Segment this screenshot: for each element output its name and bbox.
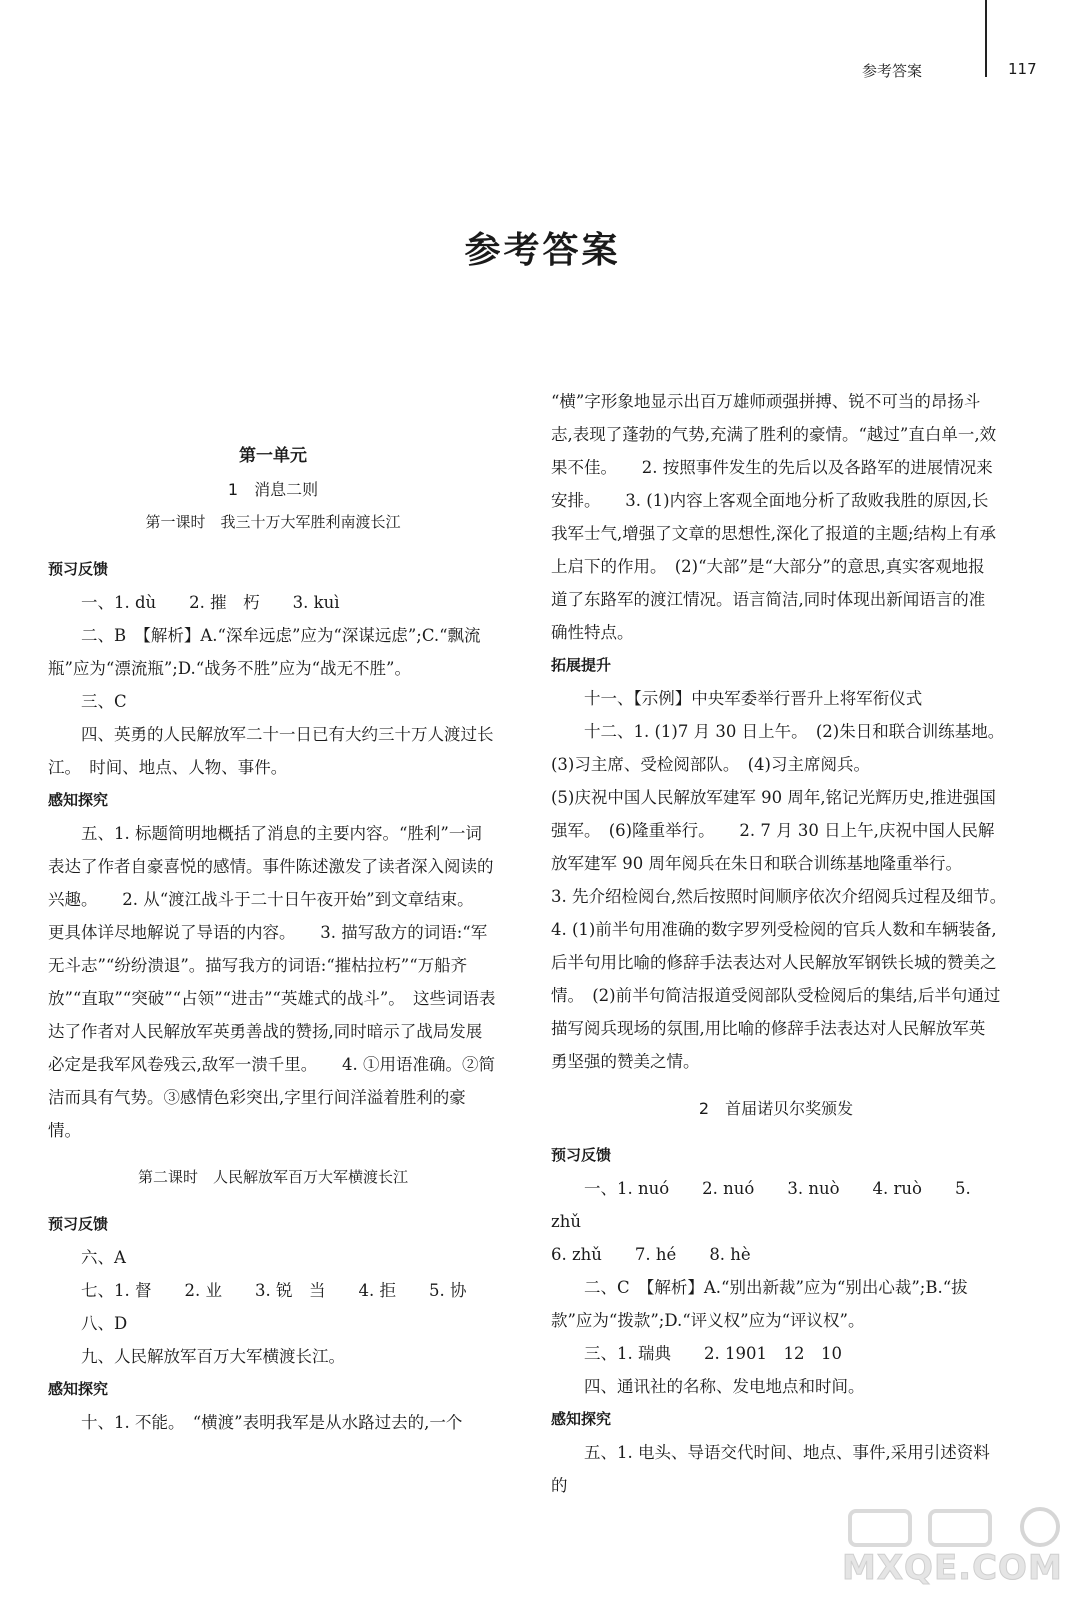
section-heading: 预习反馈: [551, 1146, 612, 1164]
header-divider: [985, 0, 987, 77]
lesson-heading: 1 消息二则: [227, 480, 319, 499]
answer-paragraph: 六、A: [81, 1248, 126, 1267]
answer-paragraph: 二、B 【解析】A.“深牟远虑”应为“深谋远虑”;C.“飘流瓶”应为“漂流瓶”;D.“战务不胜”应为“战无不胜”。: [48, 626, 481, 678]
section-heading: 感知探究: [48, 791, 109, 809]
answer-paragraph: 三、C: [81, 692, 127, 711]
answer-paragraph: “横”字形象地显示出百万雄师顽强拼搏、锐不可当的昂扬斗志,表现了蓬勃的气势,充满了胜利的豪情。“越过”直白单一,效果不佳。 2. 按照事件发生的先后以及各路军的进展情况来安排。 3. (1)内容上客观全面地分析了敌败我胜的原因,长我军士气,增强了文章的思想性,深化了报道的主题;结构上有承上启下的作用。 (2)“大部”是“大部分”的意思,真实客观地报道了东路军的渡江情况。语言简洁,同时体现出新闻语言的准确性特点。: [551, 392, 997, 642]
answer-paragraph: 一、1. dù 2. 摧 朽 3. kuì: [81, 593, 340, 612]
answer-paragraph: 九、人民解放军百万大军横渡长江。: [81, 1347, 345, 1366]
answer-paragraph: 八、D: [81, 1314, 128, 1333]
section-heading: 拓展提升: [551, 656, 612, 674]
answer-paragraph: 一、1. nuó 2. nuó 3. nuò 4. ruò 5. zhǔ: [551, 1179, 971, 1231]
answer-paragraph: 五、1. 标题简明地概括了消息的主要内容。“胜利”一词表达了作者自豪喜悦的感情。事件陈述激发了读者深入阅读的兴趣。 2. 从“渡江战斗于二十日午夜开始”到文章结束。 更具体详尽地解说了导语的内容。 3. 描写敌方的词语:“军无斗志”“纷纷溃退”。描写我方的词语:“摧枯拉朽”“万船齐放”“直取”“突破”“占领”“进击”“英雄式的战斗”。 这些词语表达了作者对人民解放军英勇善战的赞扬,同时暗示了战局发展必定是我军风卷残云,敌军一溃千里。 4. ①用语准确。②简洁而具有气势。③感情色彩突出,字里行间洋溢着胜利的豪情。: [48, 824, 496, 1140]
header-section-label: 参考答案: [862, 62, 923, 80]
answer-paragraph: 十、1. 不能。 “横渡”表明我军是从水路过去的,一个: [81, 1413, 463, 1432]
answer-paragraph: 十一、【示例】中央军委举行晋升上将军衔仪式: [584, 689, 923, 708]
section-heading: 感知探究: [48, 1380, 109, 1398]
answer-paragraph: 四、英勇的人民解放军二十一日已有大约三十万人渡过长江。 时间、地点、人物、事件。: [48, 725, 494, 777]
answer-paragraph: 三、1. 瑞典 2. 1901 12 10: [584, 1344, 842, 1363]
watermark-text: MXQE.COM: [842, 1548, 1063, 1588]
page-title: 参考答案: [464, 230, 621, 271]
page-number: 117: [1008, 60, 1037, 78]
answer-paragraph: 五、1. 电头、导语交代时间、地点、事件,采用引述资料的: [551, 1443, 990, 1495]
answer-paragraph: 七、1. 督 2. 业 3. 锐 当 4. 拒 5. 协: [81, 1281, 467, 1300]
period-heading: 第一课时 我三十万大军胜利南渡长江: [145, 513, 401, 531]
unit-heading: 第一单元: [239, 446, 307, 466]
answer-paragraph: 6. zhǔ 7. hé 8. hè: [551, 1245, 751, 1264]
lesson-heading: 2 首届诺贝尔奖颁发: [698, 1099, 854, 1118]
answer-paragraph: 十二、1. (1)7 月 30 日上午。 (2)朱日和联合训练基地。 (3)习主席、受检阅部队。 (4)习主席阅兵。: [551, 722, 1013, 774]
right-column: [551, 385, 1031, 1502]
answer-paragraph: 二、C 【解析】A.“别出新裁”应为“别出心裁”;B.“拔款”应为“拨款”;D.“评义权”应为“评议权”。: [551, 1278, 968, 1330]
section-heading: 预习反馈: [48, 560, 109, 578]
answer-paragraph: (5)庆祝中国人民解放军建军 90 周年,铭记光辉历史,推进强国强军。 (6)隆重举行。 2. 7 月 30 日上午,庆祝中国人民解放军建军 90 周年阅兵在朱日和联合训练基地隆重举行。 3. 先介绍检阅台,然后按照时间顺序依次介绍阅兵过程及细节。 4. (1)前半句用准确的数字罗列受检阅的官兵人数和车辆装备,后半句用比喻的修辞手法表达对人民解放军钢铁长城的赞美之情。 (2)前半句简洁报道受阅部队受检阅后的集结,后半句通过描写阅兵现场的氛围,用比喻的修辞手法表达对人民解放军英勇坚强的赞美之情。: [551, 788, 1031, 1071]
answer-paragraph: 四、通讯社的名称、发电地点和时间。: [584, 1377, 865, 1396]
left-column: [48, 440, 498, 1439]
period-heading: 第二课时 人民解放军百万大军横渡长江: [137, 1168, 408, 1186]
section-heading: 感知探究: [551, 1410, 612, 1428]
section-heading: 预习反馈: [48, 1215, 109, 1233]
